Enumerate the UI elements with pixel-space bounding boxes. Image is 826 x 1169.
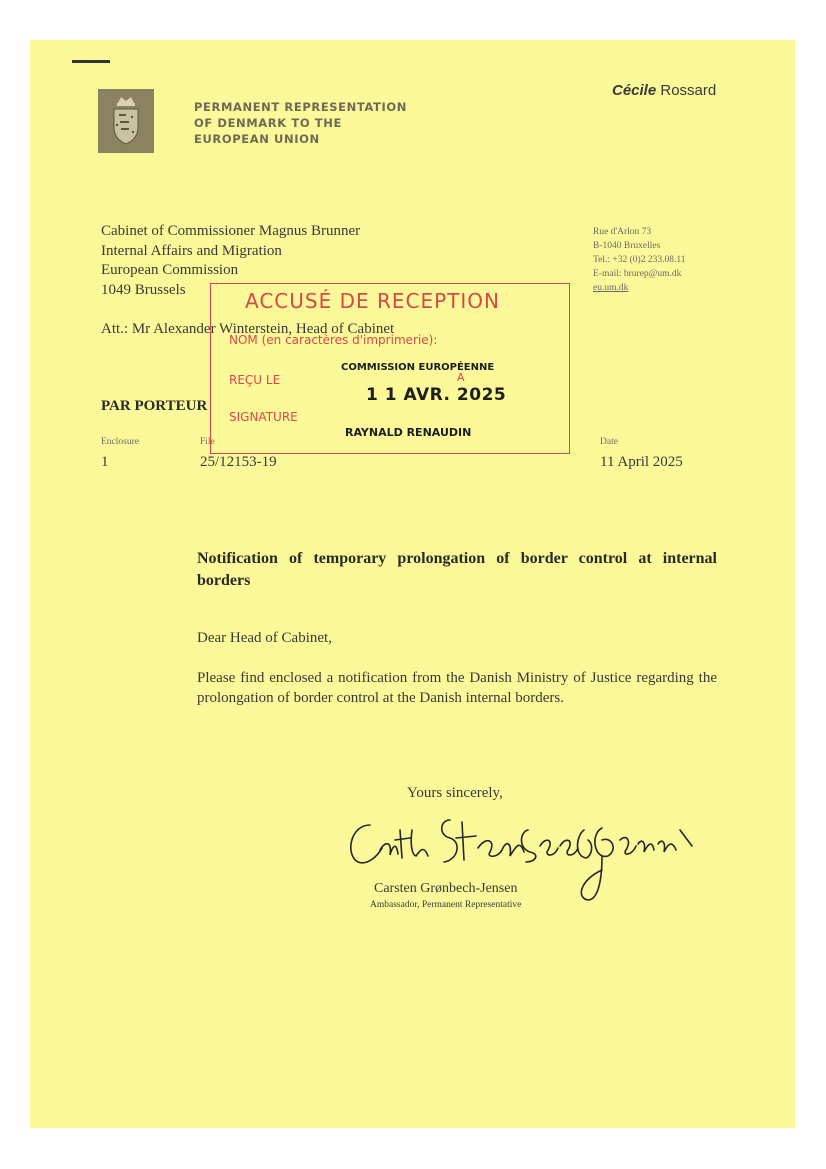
stamp-received-by: RAYNALD RENAUDIN: [345, 426, 472, 439]
stamp-name-label: NOM (en caractères d'imprimerie):: [229, 333, 438, 347]
signer-name: Carsten Grønbech-Jensen: [374, 881, 518, 896]
stamp-title: ACCUSÉ DE RECEPTION: [245, 289, 500, 313]
org-name-line: PERMANENT REPRESENTATION: [194, 100, 407, 114]
signer-title: Ambassador, Permanent Representative: [370, 900, 522, 910]
delivery-method: PAR PORTEUR: [101, 398, 208, 414]
enclosure-label: Enclosure: [101, 437, 139, 447]
recipient-line: European Commission: [101, 262, 239, 278]
letter-body: Please find enclosed a notification from the Danish Ministry of Justice regarding the prolongation of border control at the Danish internal borders.: [197, 670, 717, 706]
letter-salutation: Dear Head of Cabinet,: [197, 630, 332, 646]
receipt-stamp: [210, 283, 570, 454]
danish-coat-of-arms-logo: [98, 89, 154, 153]
sender-city: B-1040 Bruxelles: [593, 241, 661, 251]
organization-name: [194, 99, 407, 147]
sender-street: Rue d'Arlon 73: [593, 227, 652, 237]
stamp-signature-label: SIGNATURE: [229, 410, 298, 424]
sender-tel: Tel.: +32 (0)2 233.08.11: [593, 255, 686, 265]
file-number: 25/12153-19: [200, 454, 277, 470]
enclosure-value: 1: [101, 454, 109, 470]
org-name-line: EUROPEAN UNION: [194, 132, 320, 146]
org-name-line: OF DENMARK TO THE: [194, 116, 342, 130]
letter-closing: Yours sincerely,: [407, 785, 503, 801]
sender-contact-info: [593, 225, 685, 295]
attention-line: Att.: Mr Alexander Winterstein, Head of Cabinet: [101, 321, 395, 337]
letter-date: 11 April 2025: [600, 454, 683, 470]
date-label: Date: [600, 437, 618, 447]
stamp-received-label: REÇU LE: [229, 373, 281, 387]
recipient-line: Internal Affairs and Migration: [101, 242, 282, 259]
stamp-a-label: A: [457, 371, 465, 384]
recipient-line: 1049 Brussels: [101, 281, 186, 298]
note-first-name: Cécile: [612, 82, 657, 99]
note-last-name: Rossard: [660, 82, 717, 99]
file-label: File: [200, 437, 215, 447]
sender-email: E-mail: brurep@um.dk: [593, 269, 682, 279]
recipient-line: Cabinet of Commissioner Magnus Brunner: [101, 223, 361, 239]
letter-subject: Notification of temporary prolongation of border control at internal borders: [197, 550, 717, 589]
sender-website: eu.um.dk: [593, 283, 629, 293]
addressee-name-note: [612, 82, 716, 99]
stamp-received-date: 1 1 AVR. 2025: [366, 385, 507, 405]
stamp-organization: COMMISSION EUROPÉENNE: [341, 362, 495, 373]
margin-mark: [72, 60, 110, 63]
